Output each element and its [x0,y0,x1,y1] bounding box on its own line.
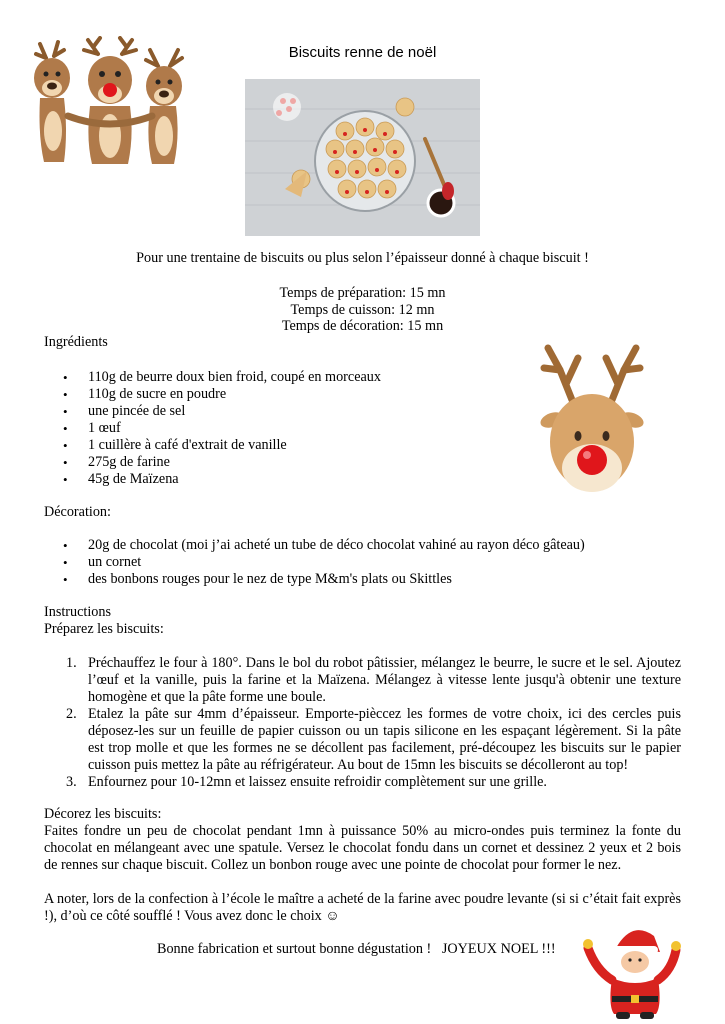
santa-illustration [582,922,682,1020]
list-item: • 110g de beurre doux bien froid, coupé en morceaux [44,369,504,386]
list-item [44,774,681,791]
instructions-subheading: Préparez les biscuits: [44,621,164,637]
step-number: 2. [66,706,77,722]
step-number: 1. [66,655,77,671]
note-text: A noter, lors de la confection à l’école le maître a acheté de la farine avec poudre levante (si si c’était fait exprès !), d’où ce côté soufflé ! Vous avez donc le choix ☺ [44,891,681,924]
instructions-heading: Instructions [44,604,111,620]
time-decoration: Temps de décoration: 15 mn [281,318,444,334]
instructions-list [44,655,681,791]
ingredients-list [44,369,504,488]
closing-text: Bonne fabrication et surtout bonne dégustation ! JOYEUX NOEL !!! [157,941,556,957]
cookies-photo [245,79,480,236]
reindeer-group-illustration [28,36,193,166]
page-title: Biscuits renne de noël [288,44,437,61]
list-item: • une pincée de sel [44,403,504,420]
decoration-heading: Décoration: [44,504,111,520]
reindeer-face-illustration [538,340,646,500]
list-item [44,655,681,706]
step-text: Enfournez pour 10-12mn et laissez ensuite refroidir complètement sur une grille. [88,774,547,790]
ingredients-heading: Ingrédients [44,334,108,350]
time-cuisson: Temps de cuisson: 12 mn [290,302,435,318]
step-number: 3. [66,774,77,790]
reindeer-right [146,50,182,164]
decorate-heading: Décorez les biscuits: [44,806,162,822]
reindeer-left [34,42,70,162]
list-item: • un cornet [44,554,684,571]
list-item: • 1 cuillère à café d'extrait de vanille [44,437,504,454]
decoration-list [44,537,684,588]
list-item: • 45g de Maïzena [44,471,504,488]
time-preparation: Temps de préparation: 15 mn [279,285,446,301]
list-item: • 275g de farine [44,454,504,471]
list-item: • des bonbons rouges pour le nez de type M&m's plats ou Skittles [44,571,684,588]
list-item: • 1 œuf [44,420,504,437]
step-text: Etalez la pâte sur 4mm d’épaisseur. Emporte-pièccez les formes de votre choix, ici des cercles puis déposez-les sur un feuille de papier cuisson ou un tapis silicone en les espaçant légèrement. Si la pâte est trop molle et que les formes ne se décollent pas facilement, pré-découpez les biscuits sur le papier cuisson puis mettez la pâte au réfrigérateur. Au bout de 15mn les biscuits se décolleront au top! [88,706,681,773]
list-item: • 20g de chocolat (moi j’ai acheté un tube de déco chocolat vahiné au rayon déco gâteau) [44,537,684,554]
reindeer-middle [68,38,152,164]
step-text: Préchauffez le four à 180°. Dans le bol du robot pâtissier, mélangez le beurre, le sucre et le sel. Ajoutez l’œuf et la vanille, puis la farine et la Maïzena. Mélangez à vitesse lente jusqu'à obtenir une texture homogène et que la pâte forme une boule. [88,655,681,705]
intro-text: Pour une trentaine de biscuits ou plus selon l’épaisseur donné à chaque biscuit ! [136,250,589,266]
list-item [44,706,681,774]
decorate-text: Faites fondre un peu de chocolat pendant 1mn à puissance 50% au micro-ondes puis terminez la fonte du chocolat en mélangeant avec une spatule. Versez le chocolat fondu dans un cornet et dessinez 2 yeux et 2 bois de rennes sur chaque biscuit. Collez un bonbon rouge avec une pointe de chocolat pour former le nez. [44,823,681,873]
list-item: • 110g de sucre en poudre [44,386,504,403]
